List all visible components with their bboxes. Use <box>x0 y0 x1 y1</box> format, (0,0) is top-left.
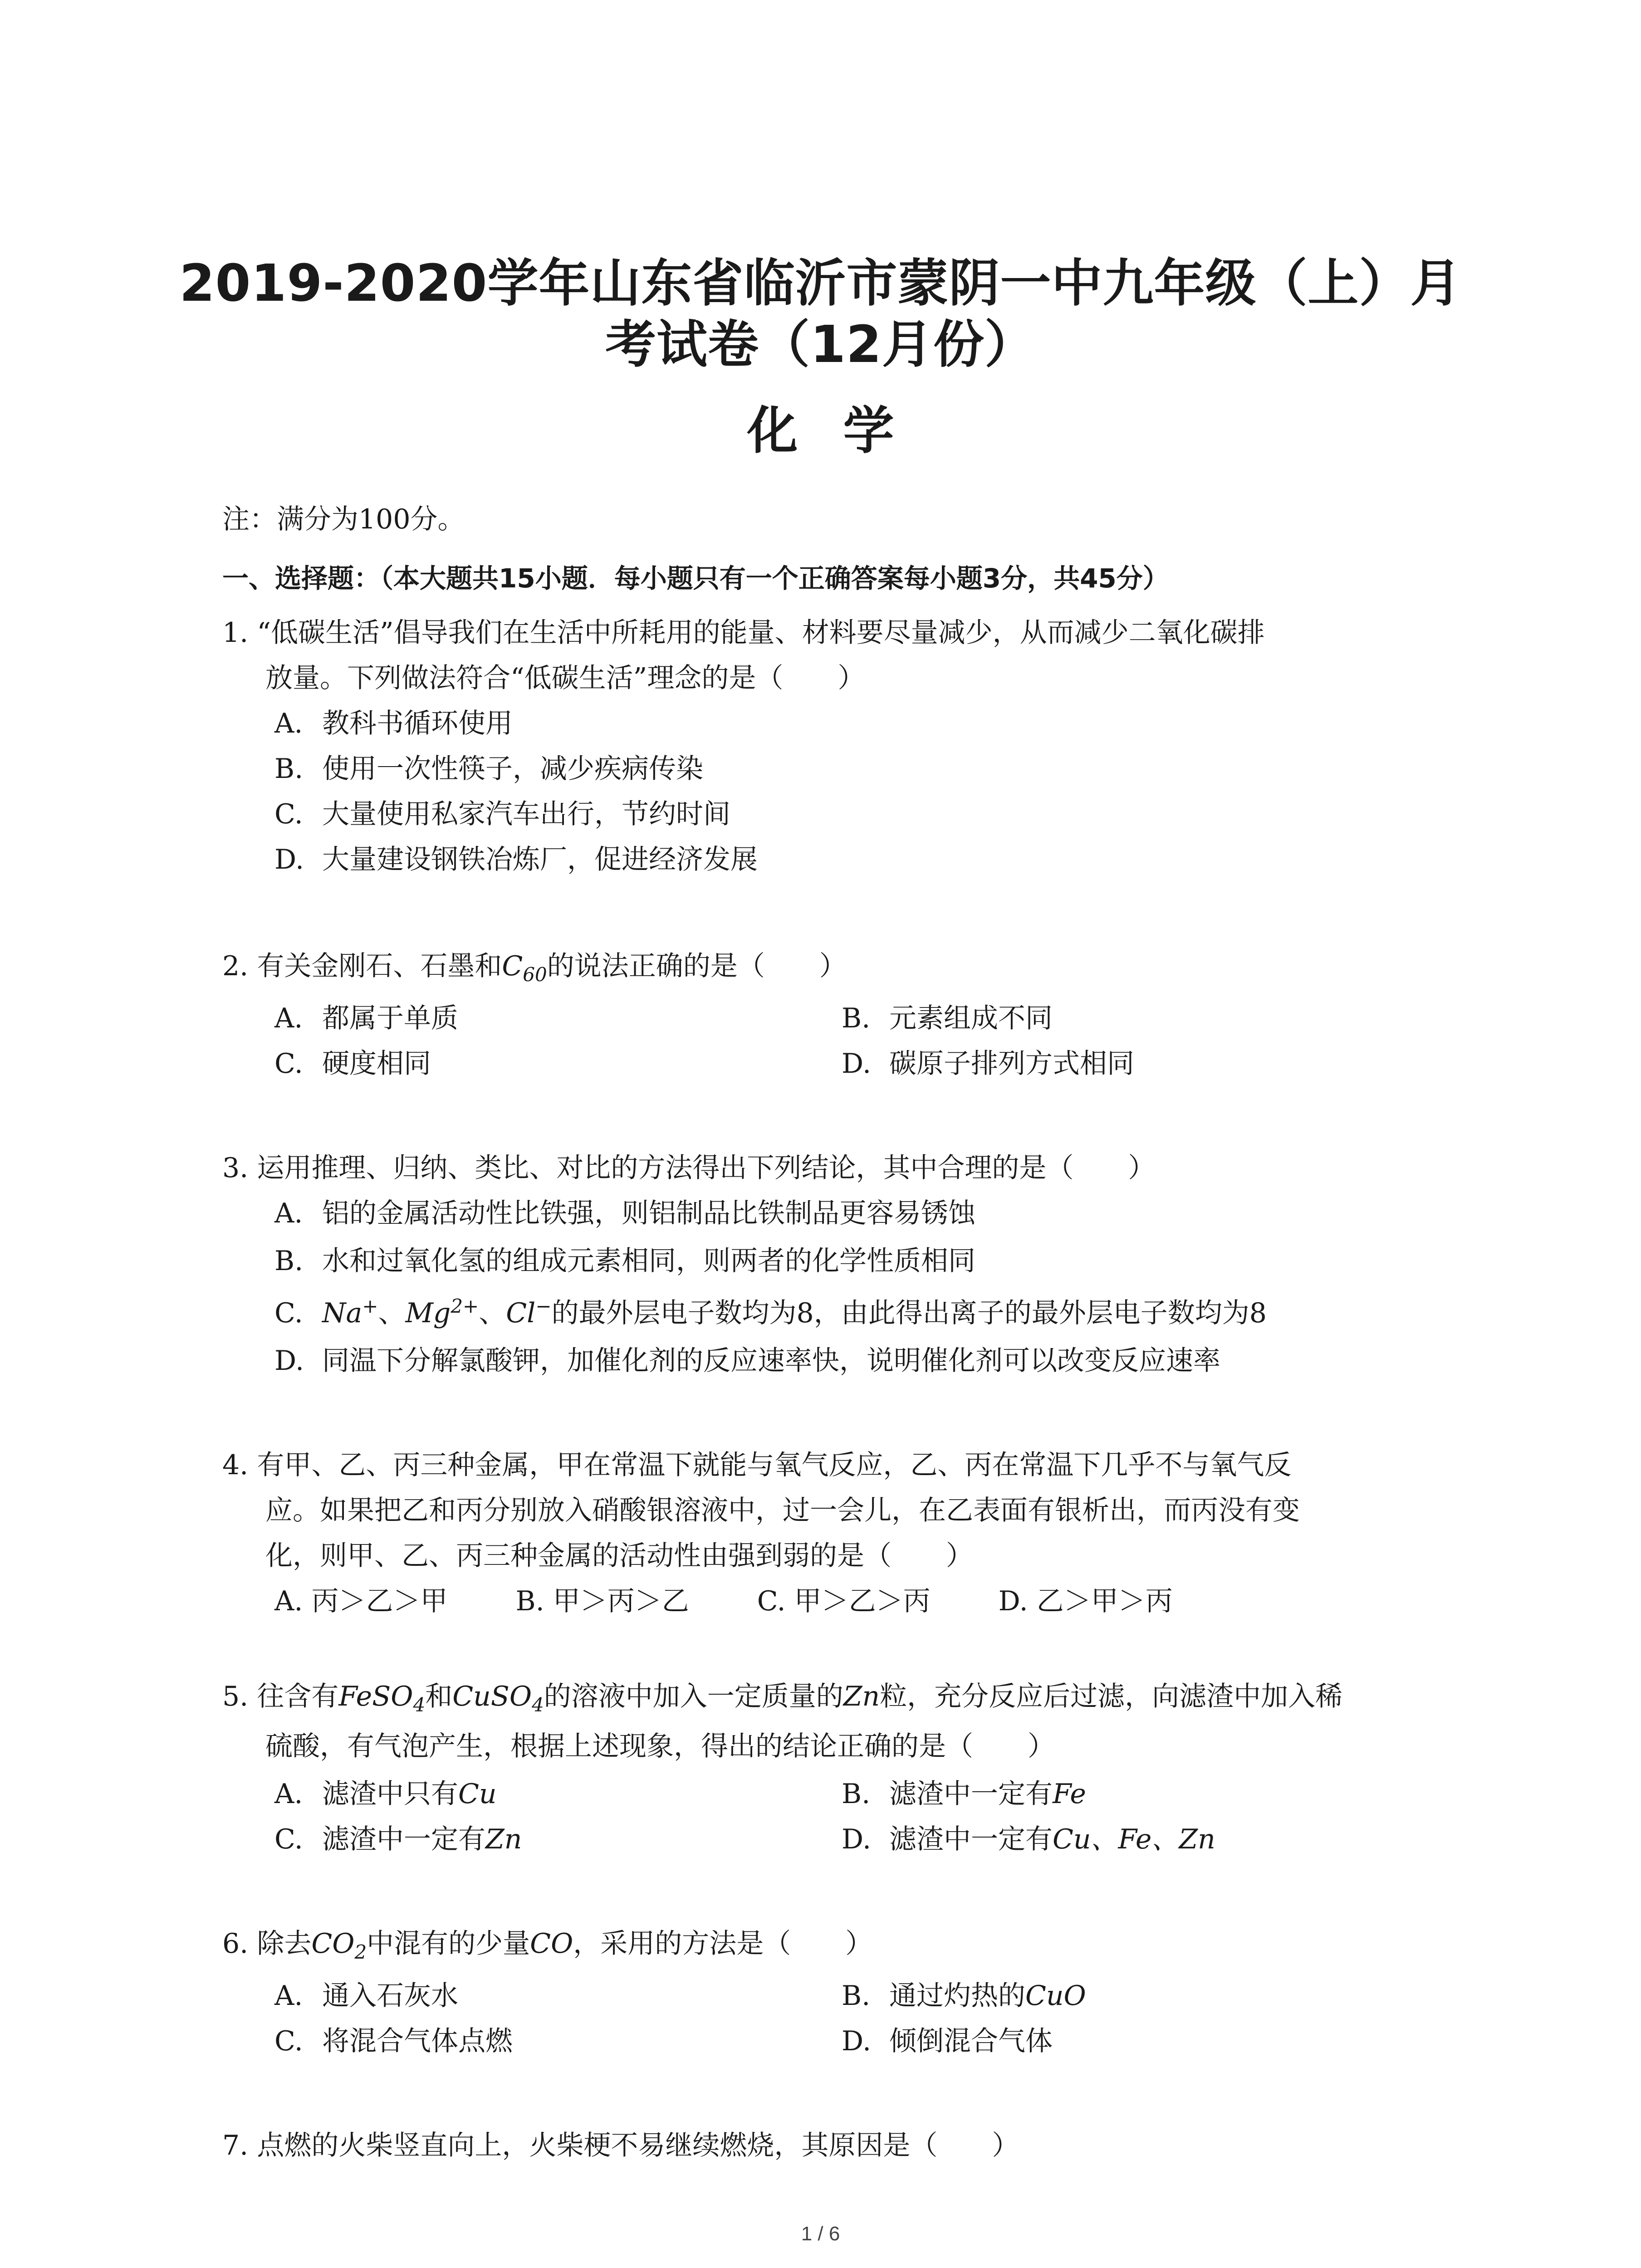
option-text: 通入石灰水 <box>322 1980 458 2012</box>
option-text: 大量使用私家汽车出行，节约时间 <box>322 798 730 830</box>
option-letter: A. <box>274 1002 303 1034</box>
option-text: 都属于单质 <box>322 1002 458 1034</box>
q4-options <box>274 1583 1241 1619</box>
q6-post: ，采用的方法是（ ） <box>573 1928 873 1960</box>
subject-char-2: 学 <box>843 401 894 460</box>
ion-na-symbol: Na <box>322 1297 362 1329</box>
subject-char-1: 化 <box>747 401 798 460</box>
q1-option-d <box>274 841 758 878</box>
separator: 、 <box>479 1297 506 1329</box>
option-text: 碳原子排列方式相同 <box>889 1048 1134 1080</box>
option-letter: D. <box>842 1048 872 1080</box>
option-letter: D. <box>842 1823 872 1855</box>
option-letter: C. <box>274 1048 303 1080</box>
q4-option-d: D. 乙＞甲＞丙 <box>998 1585 1173 1617</box>
q2-stem <box>222 948 847 984</box>
q2-stem-pre: 2. 有关金刚石、石墨和 <box>222 950 502 982</box>
option-text: 将混合气体点燃 <box>322 2025 513 2057</box>
q4-stem-line1: 4. 有甲、乙、丙三种金属，甲在常温下就能与氧气反应，乙、丙在常温下几乎不与氧气反 <box>222 1449 1292 1481</box>
option-text: 滤渣中一定有 <box>322 1823 485 1855</box>
chem-co2-symbol: CO <box>311 1928 355 1960</box>
option-text: 同温下分解氯酸钾，加催化剂的反应速率快，说明催化剂可以改变反应速率 <box>322 1345 1220 1377</box>
option-text: 元素组成不同 <box>889 1002 1053 1034</box>
option-letter: A. <box>274 708 303 739</box>
q2-chem-c60 <box>502 950 547 986</box>
option-letter: D. <box>274 844 304 875</box>
ion-na-charge: + <box>362 1295 378 1317</box>
option-letter: B. <box>274 1245 304 1277</box>
q6-option-c <box>274 2023 513 2059</box>
score-note: 注：满分为100分。 <box>222 503 465 535</box>
option-chem: Zn <box>485 1823 522 1855</box>
q3-option-a <box>274 1195 975 1232</box>
section-heading: 一、选择题：（本大题共15小题．每小题只有一个正确答案每小题3分，共45分） <box>222 563 1169 594</box>
q2-option-c <box>274 1046 431 1082</box>
q4-option-b: B. 甲＞丙＞乙 <box>515 1585 689 1617</box>
option-chem: Cu <box>458 1778 497 1810</box>
q5-mid1: 和 <box>425 1681 453 1712</box>
q4-stem-line3: 化，则甲、乙、丙三种金属的活动性由强到弱的是（ ） <box>265 1540 973 1572</box>
q1-stem-line2: 放量。下列做法符合“低碳生活”理念的是（ ） <box>265 662 865 694</box>
exam-title-line2: 考试卷（12月份） <box>605 315 1036 374</box>
option-letter: B. <box>274 753 304 785</box>
q6-stem <box>222 1926 872 1962</box>
q4-option-c: C. 甲＞乙＞丙 <box>757 1585 931 1617</box>
ion-cl-charge: − <box>535 1295 552 1317</box>
chem-co2 <box>311 1928 367 1963</box>
option-letter: D. <box>842 2025 872 2057</box>
chem-feso4-symbol: FeSO <box>338 1681 413 1712</box>
option-text: 教科书循环使用 <box>322 708 513 739</box>
separator: 、 <box>378 1297 406 1329</box>
option-text: 滤渣中一定有 <box>889 1823 1053 1855</box>
q3-stem: 3. 运用推理、归纳、类比、对比的方法得出下列结论，其中合理的是（ ） <box>222 1152 1156 1184</box>
option-chem: CuO <box>1025 1980 1086 2012</box>
q5-option-d <box>842 1821 1215 1857</box>
option-letter: C. <box>274 2025 303 2057</box>
exam-title-line1: 2019-2020学年山东省临沂市蒙阴一中九年级（上）月 <box>179 254 1462 313</box>
q3-option-d <box>274 1343 1220 1379</box>
ion-na <box>322 1297 378 1329</box>
ion-cl-symbol: Cl <box>506 1297 536 1329</box>
chem-cuso4-sub: 4 <box>532 1694 544 1716</box>
option-letter: C. <box>274 798 303 830</box>
ion-mg-symbol: Mg <box>405 1297 451 1329</box>
option-text: 滤渣中一定有 <box>889 1778 1053 1810</box>
q6-option-a <box>274 1978 458 2014</box>
subject-heading <box>0 399 1641 463</box>
option-chem: Fe <box>1053 1778 1086 1810</box>
option-letter: A. <box>274 1980 303 2012</box>
chem-feso4 <box>338 1681 426 1716</box>
option-text: 倾倒混合气体 <box>889 2025 1053 2057</box>
q2-chem-sub: 60 <box>523 963 547 986</box>
q1-stem-line1: 1. “低碳生活”倡导我们在生活中所耗用的能量、材料要尽量减少，从而减少二氧化碳排 <box>222 617 1265 649</box>
q5-mid2: 的溶液中加入一定质量的 <box>544 1681 843 1712</box>
page-number: 1 / 6 <box>801 2223 840 2245</box>
q7-stem: 7. 点燃的火柴竖直向上，火柴梗不易继续燃烧，其原因是（ ） <box>222 2130 1019 2161</box>
q3-option-b <box>274 1243 975 1279</box>
q5-pre: 5. 往含有 <box>222 1681 339 1712</box>
option-letter: B. <box>842 1002 871 1034</box>
q2-option-a <box>274 1000 458 1036</box>
q2-stem-post: 的说法正确的是（ ） <box>547 950 847 982</box>
option-letter: B. <box>842 1778 871 1810</box>
q6-pre: 6. 除去 <box>222 1928 312 1960</box>
option-letter: C. <box>274 1297 303 1329</box>
ion-cl <box>506 1297 551 1329</box>
q4-option-a: A. 丙＞乙＞甲 <box>274 1585 448 1617</box>
q5-stem-line1 <box>222 1678 1342 1715</box>
chem-zn: Zn <box>843 1681 880 1712</box>
option-text: 硬度相同 <box>322 1048 431 1080</box>
q6-option-d <box>842 2023 1053 2059</box>
option-letter: B. <box>842 1980 871 2012</box>
q2-option-b <box>842 1000 1053 1036</box>
option-text: 滤渣中只有 <box>322 1778 458 1810</box>
option-text: 使用一次性筷子，减少疾病传染 <box>322 753 703 785</box>
option-letter: A. <box>274 1778 303 1810</box>
q1-option-b <box>274 751 703 787</box>
option-chem: Cu、Fe、Zn <box>1053 1823 1215 1855</box>
chem-cuso4-symbol: CuSO <box>452 1681 532 1712</box>
q4-stem-line2: 应。如果把乙和丙分别放入硝酸银溶液中，过一会儿，在乙表面有银析出，而丙没有变 <box>265 1495 1300 1526</box>
option-text: 通过灼热的 <box>889 1980 1025 2012</box>
q2-chem-symbol: C <box>502 950 523 982</box>
q2-option-d <box>842 1046 1134 1082</box>
q6-mid: 中混有的少量 <box>367 1928 530 1960</box>
q1-option-c <box>274 796 730 832</box>
q3-option-c <box>274 1295 1267 1331</box>
chem-co: CO <box>530 1928 573 1960</box>
chem-cuso4 <box>452 1681 544 1716</box>
q5-option-b <box>842 1776 1086 1812</box>
chem-feso4-sub: 4 <box>413 1694 426 1716</box>
chem-co2-sub: 2 <box>354 1941 367 1963</box>
ion-mg <box>405 1297 479 1329</box>
option-letter: D. <box>274 1345 304 1377</box>
q6-option-b <box>842 1978 1086 2014</box>
option-text: 水和过氧化氢的组成元素相同，则两者的化学性质相同 <box>322 1245 975 1277</box>
q5-option-c <box>274 1821 522 1857</box>
option-text: 铝的金属活动性比铁强，则铝制品比铁制品更容易锈蚀 <box>322 1198 975 1229</box>
q5-stem-line2: 硫酸，有气泡产生，根据上述现象，得出的结论正确的是（ ） <box>265 1730 1055 1762</box>
option-text: 大量建设钢铁冶炼厂，促进经济发展 <box>322 844 758 875</box>
q5-option-a <box>274 1776 497 1812</box>
option-letter: C. <box>274 1823 303 1855</box>
option-text: 的最外层电子数均为8，由此得出离子的最外层电子数均为8 <box>551 1297 1267 1329</box>
ion-mg-charge: 2+ <box>451 1295 479 1317</box>
q5-post: 粒，充分反应后过滤，向滤渣中加入稀 <box>880 1681 1343 1712</box>
option-letter: A. <box>274 1198 303 1229</box>
q1-option-a <box>274 705 513 742</box>
